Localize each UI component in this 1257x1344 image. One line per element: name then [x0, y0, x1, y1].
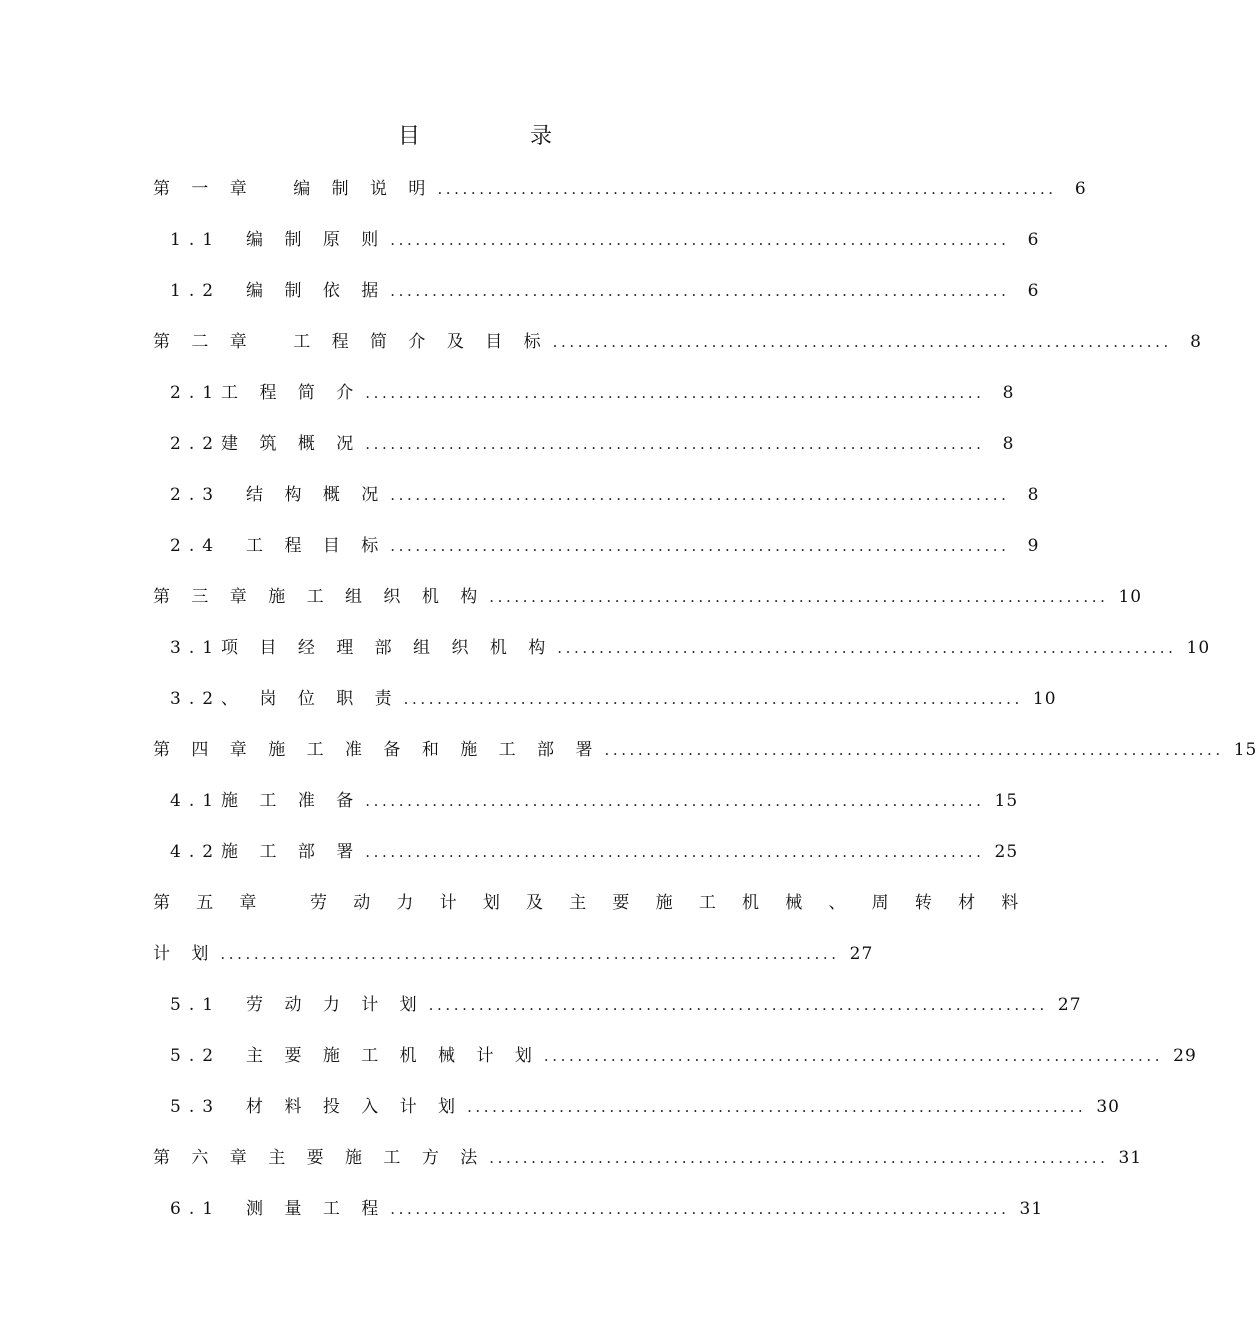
toc-entry-6-1[interactable] — [170, 1196, 1044, 1222]
leader-dots: .......................................................................... — [557, 639, 1177, 657]
toc-entry-label: 1.1 编 制 原 则 — [170, 230, 387, 250]
toc-entry-4-2[interactable] — [170, 839, 1019, 865]
toc-entry-page: 10 — [1118, 587, 1143, 607]
toc-entry-page: 31 — [1118, 1148, 1143, 1168]
toc-entry-page: 27 — [849, 944, 874, 964]
toc-entry-label: 6.1 测 量 工 程 — [170, 1199, 387, 1219]
toc-entry-label: 2.3 结 构 概 况 — [170, 485, 387, 505]
toc-entry-1-2[interactable] — [170, 278, 1040, 304]
toc-entry-page: 8 — [1027, 485, 1040, 505]
toc-entry-page: 30 — [1096, 1097, 1120, 1117]
page-title: 目 录 — [397, 124, 596, 149]
leader-dots: .......................................................................... — [390, 231, 1010, 249]
toc-entry-2-2[interactable] — [170, 431, 1015, 457]
leader-dots: .......................................................................... — [428, 996, 1048, 1014]
toc-entry-4-1[interactable] — [170, 788, 1019, 814]
leader-dots: .......................................................................... — [543, 1047, 1164, 1065]
toc-entry-label: 第 三 章 施 工 组 织 机 构 — [153, 587, 486, 607]
leader-dots: .......................................................................... — [365, 435, 985, 453]
toc-entry-page: 10 — [1032, 689, 1057, 709]
leader-dots: .......................................................................... — [604, 741, 1224, 759]
leader-dots: .......................................................................... — [467, 1098, 1087, 1116]
toc-entry-page: 25 — [994, 842, 1019, 862]
leader-dots: .......................................................................... — [390, 537, 1010, 555]
toc-entry-label: 第 五 章 劳 动 力 计 划 及 主 要 施 工 机 械 、 周 转 材 料 — [153, 893, 1029, 913]
leader-dots: .......................................................................... — [437, 180, 1057, 198]
toc-entry-label: 3.2、 岗 位 职 责 — [170, 689, 400, 709]
toc-entry-label: 5.3 材 料 投 入 计 划 — [170, 1097, 464, 1117]
toc-entry-5-3[interactable] — [170, 1094, 1120, 1120]
toc-entry-page: 8 — [1190, 332, 1202, 352]
toc-entry-5-2[interactable] — [170, 1043, 1197, 1069]
toc-entry-2-1[interactable] — [170, 380, 1015, 406]
toc-entry-chapter-1[interactable] — [153, 176, 1087, 202]
toc-entry-2-4[interactable] — [170, 533, 1040, 559]
toc-entry-label: 3.1项 目 经 理 部 组 织 机 构 — [170, 638, 554, 658]
toc-entry-1-1[interactable] — [170, 227, 1040, 253]
toc-entry-label: 2.2建 筑 概 况 — [170, 434, 362, 454]
toc-entry-chapter-2[interactable] — [153, 329, 1202, 355]
leader-dots: .......................................................................... — [365, 792, 985, 810]
leader-dots: .......................................................................... — [220, 945, 840, 963]
leader-dots: .......................................................................... — [489, 588, 1109, 606]
toc-entry-chapter-6[interactable] — [153, 1145, 1143, 1171]
leader-dots: .......................................................................... — [489, 1149, 1109, 1167]
toc-entry-label: 第 六 章 主 要 施 工 方 法 — [153, 1148, 486, 1168]
toc-entry-chapter-3[interactable] — [153, 584, 1143, 610]
toc-entry-page: 10 — [1186, 638, 1211, 658]
leader-dots: .......................................................................... — [390, 282, 1010, 300]
leader-dots: .......................................................................... — [390, 486, 1010, 504]
toc-entry-page: 8 — [1002, 383, 1015, 403]
leader-dots: .......................................................................... — [403, 690, 1023, 708]
leader-dots: .......................................................................... — [365, 384, 985, 402]
toc-entry-page: 9 — [1027, 536, 1040, 556]
toc-entry-label: 4.1施 工 准 备 — [170, 791, 362, 811]
toc-entry-chapter-4[interactable] — [153, 737, 1257, 763]
toc-entry-page: 6 — [1074, 179, 1087, 199]
toc-entry-label: 2.4 工 程 目 标 — [170, 536, 387, 556]
toc-entry-label: 4.2施 工 部 署 — [170, 842, 362, 862]
leader-dots: .......................................................................... — [365, 843, 985, 861]
toc-entry-label: 1.2 编 制 依 据 — [170, 281, 387, 301]
toc-entry-page: 15 — [994, 791, 1019, 811]
toc-entry-2-3[interactable] — [170, 482, 1040, 508]
toc-entry-label: 第 二 章 工 程 简 介 及 目 标 — [153, 332, 549, 352]
toc-entry-page: 6 — [1027, 281, 1040, 301]
toc-entry-3-2[interactable] — [170, 686, 1057, 712]
toc-entry-chapter-5-line-2[interactable] — [153, 941, 874, 967]
toc-entry-page: 29 — [1173, 1046, 1197, 1066]
toc-entry-3-1[interactable] — [170, 635, 1211, 661]
toc-entry-label: 第 一 章 编 制 说 明 — [153, 179, 434, 199]
toc-entry-page: 15 — [1233, 740, 1257, 760]
toc-entry-label: 5.1 劳 动 力 计 划 — [170, 995, 425, 1015]
toc-entry-chapter-5-line-1[interactable] — [153, 890, 1029, 916]
leader-dots: .......................................................................... — [552, 333, 1172, 351]
toc-entry-page: 31 — [1019, 1199, 1044, 1219]
toc-entry-page: 27 — [1057, 995, 1082, 1015]
toc-entry-label: 第 四 章 施 工 准 备 和 施 工 部 署 — [153, 740, 601, 760]
toc-entry-label: 2.1工 程 简 介 — [170, 383, 362, 403]
toc-entry-page: 8 — [1002, 434, 1015, 454]
toc-entry-5-1[interactable] — [170, 992, 1082, 1018]
toc-entry-label: 计 划 — [153, 944, 217, 964]
toc-entry-label: 5.2 主 要 施 工 机 械 计 划 — [170, 1046, 540, 1066]
leader-dots: .......................................................................... — [390, 1200, 1010, 1218]
toc-entry-page: 6 — [1027, 230, 1040, 250]
